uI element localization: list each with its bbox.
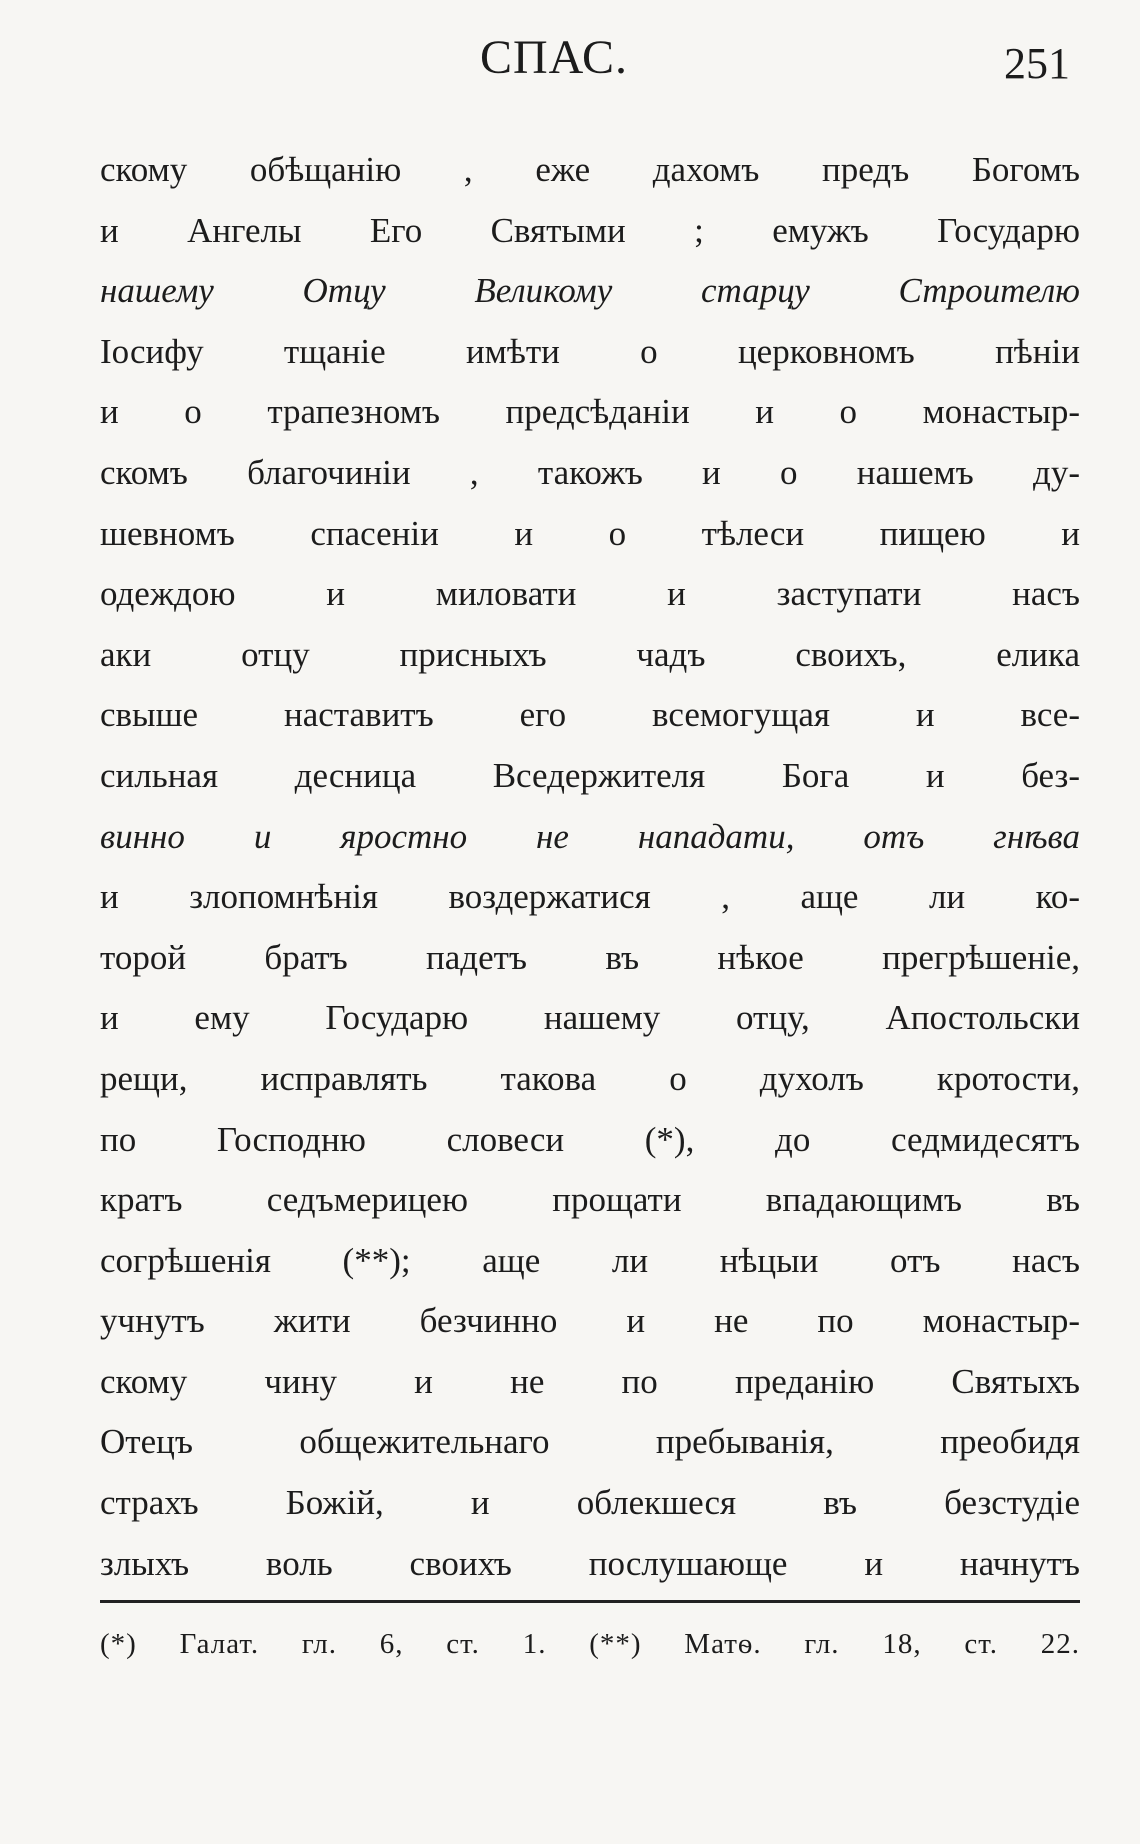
footnote-rule (100, 1600, 1080, 1603)
text-line: злыхъ воль своихъ послушающе и начнутъ (100, 1543, 1080, 1583)
text-line: скому чину и не по преданію Святыхъ (100, 1361, 1080, 1401)
text-line: аки отцу присныхъ чадъ своихъ, елика (100, 634, 1080, 674)
page-number: 251 (1004, 39, 1070, 88)
text-line: свыше наставитъ его всемогущая и все- (100, 695, 1080, 735)
text-line: одеждою и миловати и заступати насъ (100, 574, 1080, 614)
footnote: (*) Галат. гл. 6, ст. 1. (**) Матѳ. гл. 18, ст. 22. (100, 1628, 1080, 1660)
text-line: согрѣшенія (**); аще ли нѣцыи отъ насъ (100, 1240, 1080, 1280)
text-line: нашему Отцу Великому старцу Строителю (100, 271, 1080, 311)
text-line: торой братъ падетъ въ нѣкое прегрѣшеніе, (100, 937, 1080, 977)
text-line: и о трапезномъ предсѣданіи и о монастыр- (100, 392, 1080, 432)
text-line: по Господню словеси (*), до седмидесятъ (100, 1119, 1080, 1159)
body-text (100, 140, 1080, 1594)
text-line: учнутъ жити безчинно и не по монастыр- (100, 1301, 1080, 1341)
text-line: и Ангелы Его Святыми ; емужъ Государю (100, 210, 1080, 250)
text-line: шевномъ спасеніи и о тѣлеси пищею и (100, 513, 1080, 553)
text-line: скомъ благочиніи , такожъ и о нашемъ ду- (100, 452, 1080, 492)
page-header (100, 30, 1070, 100)
text-line: Отецъ общежительнаго пребыванія, преобидя (100, 1422, 1080, 1462)
text-line: страхъ Божій, и облекшеся въ безстудіе (100, 1483, 1080, 1523)
text-line: и ему Государю нашему отцу, Апостольски (100, 998, 1080, 1038)
text-line: и злопомнѣнія воздержатися , аще ли ко- (100, 877, 1080, 917)
text-line: Іосифу тщаніе имѣти о церковномъ пѣніи (100, 331, 1080, 371)
text-line: рещи, исправлять такова о духолъ кротости, (100, 1058, 1080, 1098)
text-line: скому обѣщанію , еже дахомъ предъ Богомъ (100, 150, 1080, 189)
text-line: винно и яростно не нападати, отъ гнѣва (100, 816, 1080, 856)
text-line: сильная десница Вседержителя Бога и без- (100, 755, 1080, 795)
running-title: СПАС. (480, 31, 628, 84)
text-line: кратъ седъмерицею прощати впадающимъ въ (100, 1180, 1080, 1220)
